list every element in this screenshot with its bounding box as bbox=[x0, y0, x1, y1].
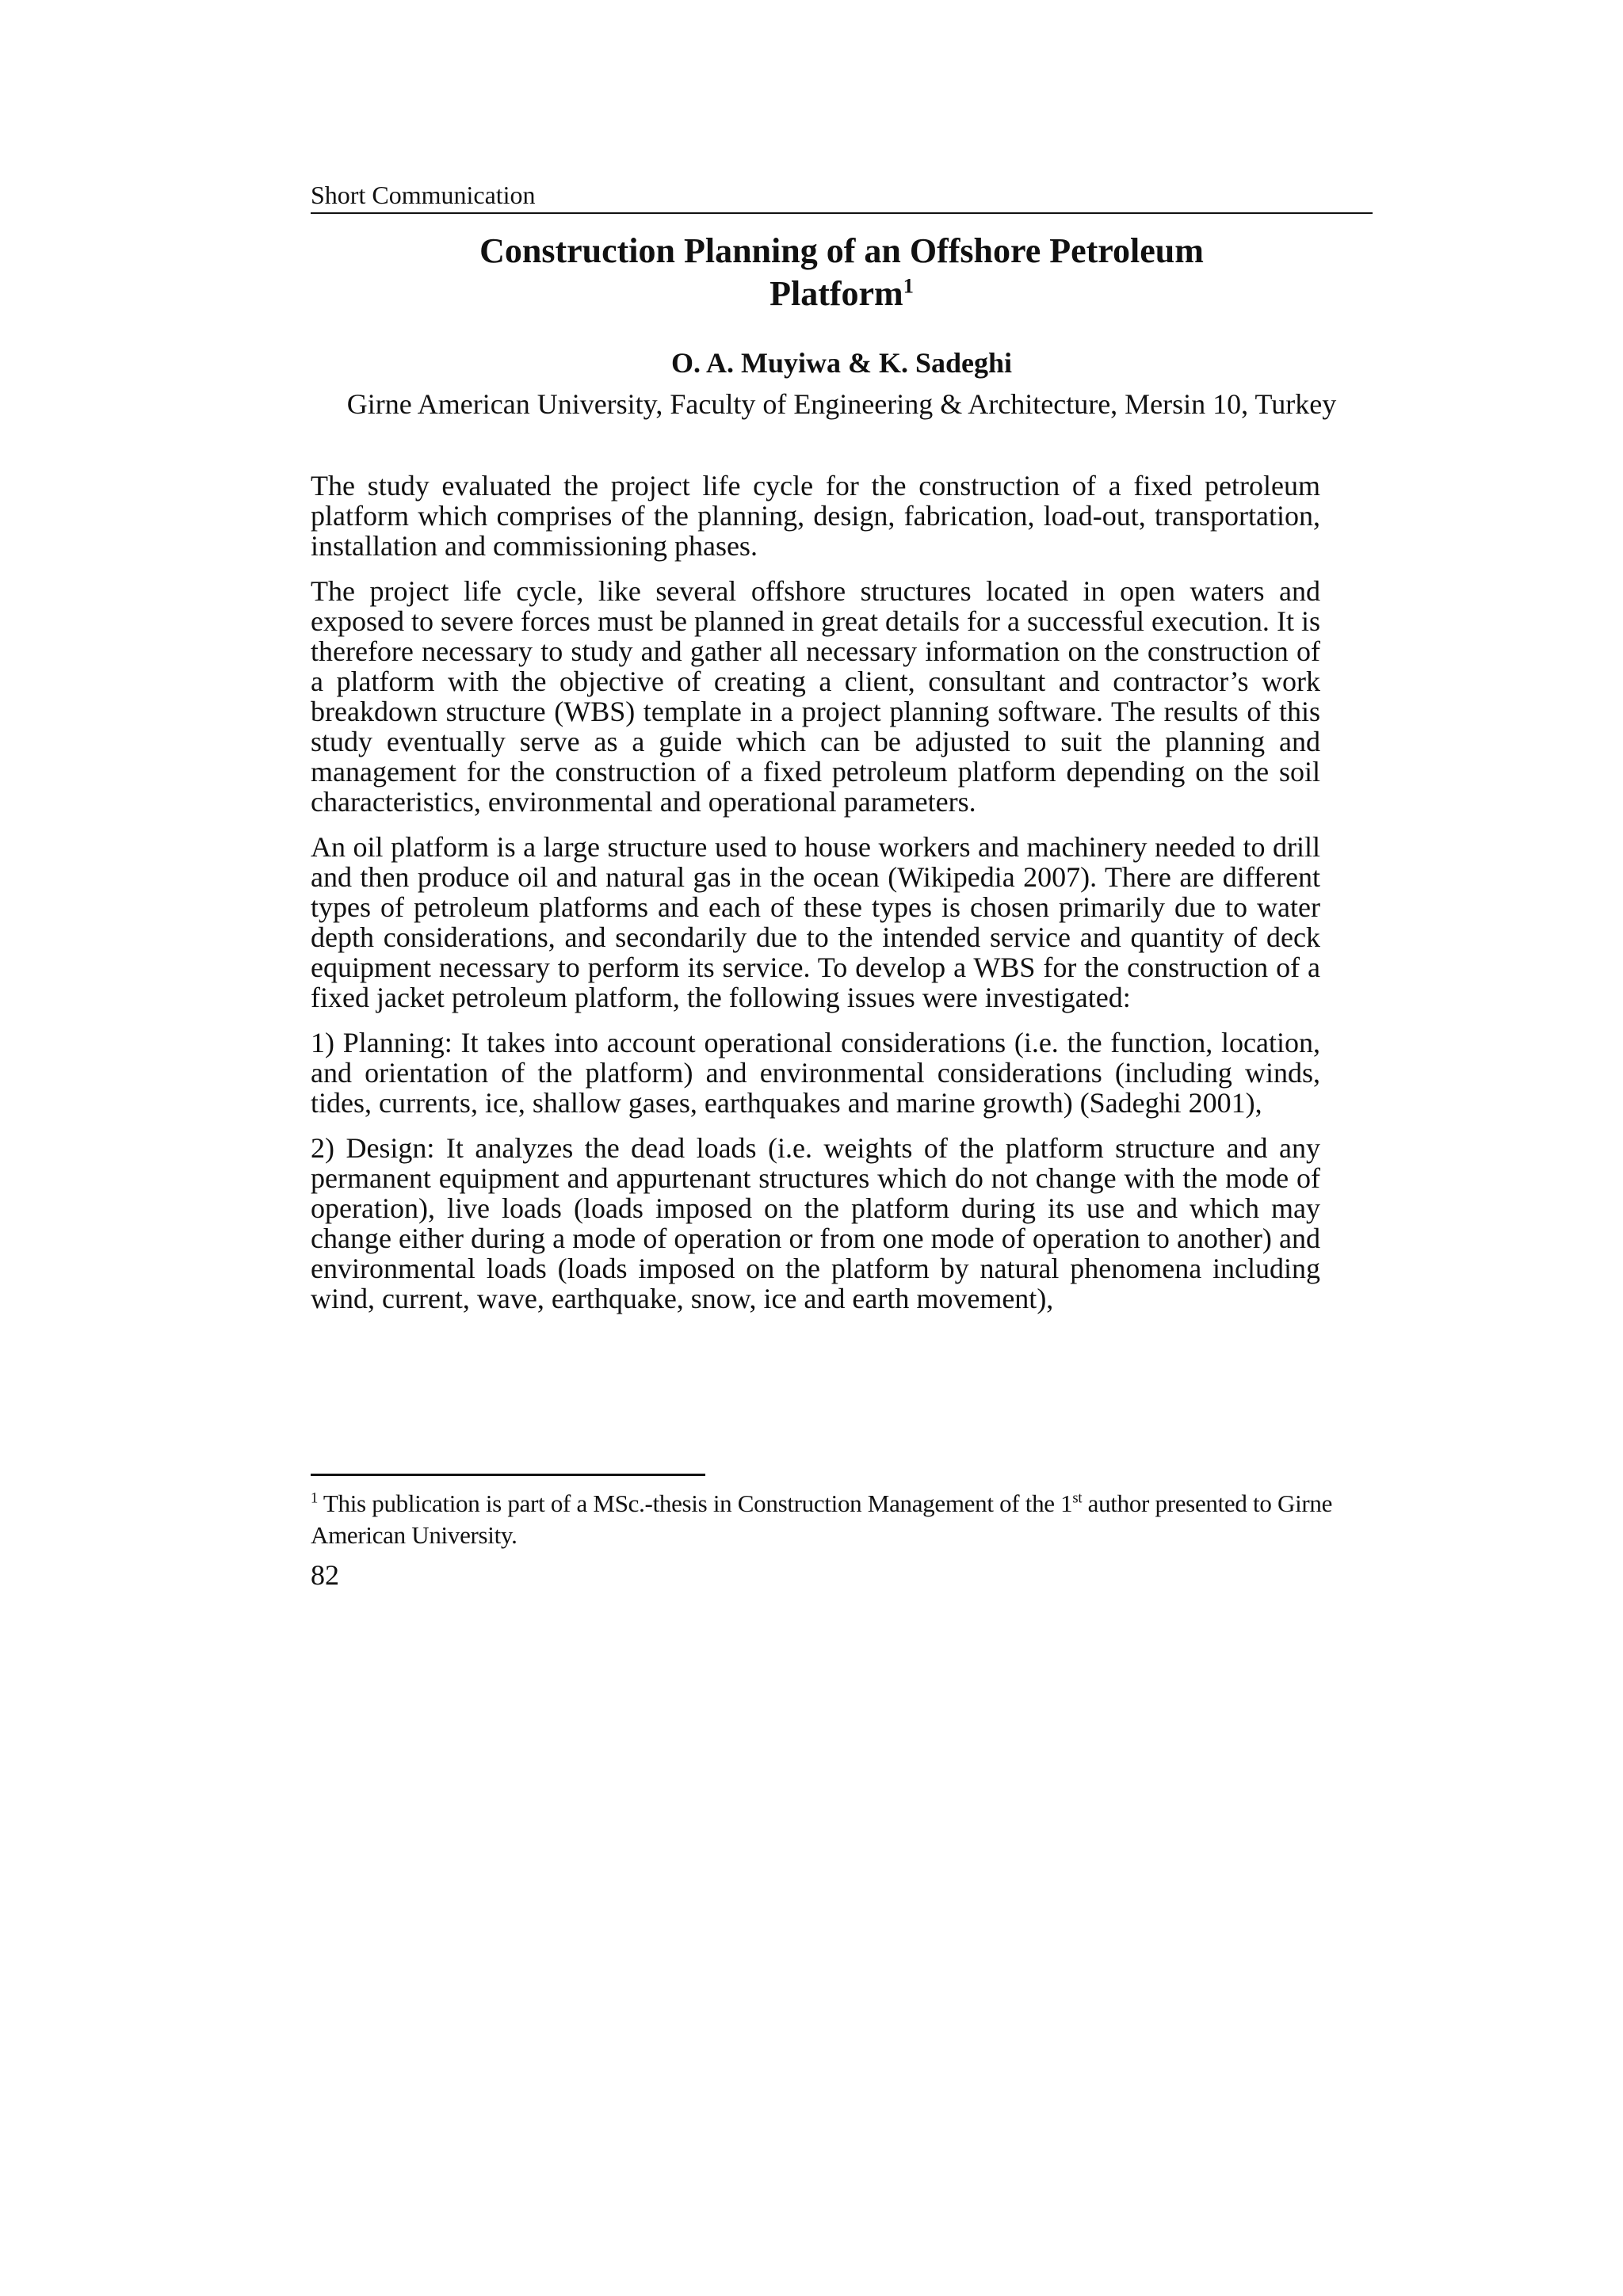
footnote-text-part2: author presented to Girne American University. bbox=[311, 1489, 1333, 1549]
title-line-2: Platform bbox=[769, 274, 903, 313]
title-line-1: Construction Planning of an Offshore Petroleum bbox=[479, 231, 1204, 270]
page-number: 82 bbox=[311, 1559, 339, 1591]
paragraph: The project life cycle, like several offshore structures located in open waters and exposed to severe forces must be planned in great details for a successful execution. It is therefore necessary to study and gather all necessary information on the construction of a platform with the objective of creating a client, consultant and contractor’s work breakdown structure (WBS) template in a project planning software. The results of this study eventually serve as a guide which can be adjusted to suit the planning and management for the construction of a fixed petroleum platform depending on the soil characteristics, environmental and operational parameters. bbox=[311, 575, 1320, 818]
footnote bbox=[311, 1488, 1341, 1551]
footnote-mark: 1 bbox=[311, 1489, 318, 1507]
footnote-superscript: st bbox=[1072, 1489, 1083, 1507]
footnote-text-part1: This publication is part of a MSc.-thesis in Construction Management of the 1 bbox=[323, 1489, 1073, 1517]
authors: O. A. Muyiwa & K. Sadeghi bbox=[670, 347, 1013, 379]
footnote-divider bbox=[311, 1474, 705, 1476]
paragraph: 1) Planning: It takes into account operational considerations (i.e. the function, location, and orientation of the platform) and environmental considerations (including winds, tides, currents, ice, shallow gases, earthquakes and marine growth) (Sadeghi 2001), bbox=[311, 1027, 1320, 1119]
body-text bbox=[311, 471, 1320, 1329]
paragraph: 2) Design: It analyzes the dead loads (i.e. weights of the platform structure and any permanent equipment and appurtenant structures which do not change with the mode of operation), live loads (loads imposed on the platform during its use and which may change either during a mode of operation or from one mode of operation to another) and environmental loads (loads imposed on the platform by natural phenomena including wind, current, wave, earthquake, snow, ice and earth movement), bbox=[311, 1132, 1320, 1314]
article-title bbox=[311, 230, 1373, 315]
running-head: Short Communication bbox=[311, 179, 1373, 214]
affiliation: Girne American University, Faculty of Engineering & Architecture, Mersin 10, Turkey bbox=[346, 388, 1337, 420]
paragraph: The study evaluated the project life cycle for the construction of a fixed petroleum platform which comprises of the planning, design, fabrication, load-out, transportation, installation and commissioning phases. bbox=[311, 470, 1320, 562]
paragraph: An oil platform is a large structure used to house workers and machinery needed to drill and then produce oil and natural gas in the ocean (Wikipedia 2007). There are different types of petroleum platforms and each of these types is chosen primarily due to water depth considerations, and secondarily due to the intended service and quantity of deck equipment necessary to perform its service. To develop a WBS for the construction of a fixed jacket petroleum platform, the following issues were investigated: bbox=[311, 831, 1320, 1013]
title-footnote-mark: 1 bbox=[903, 273, 914, 298]
